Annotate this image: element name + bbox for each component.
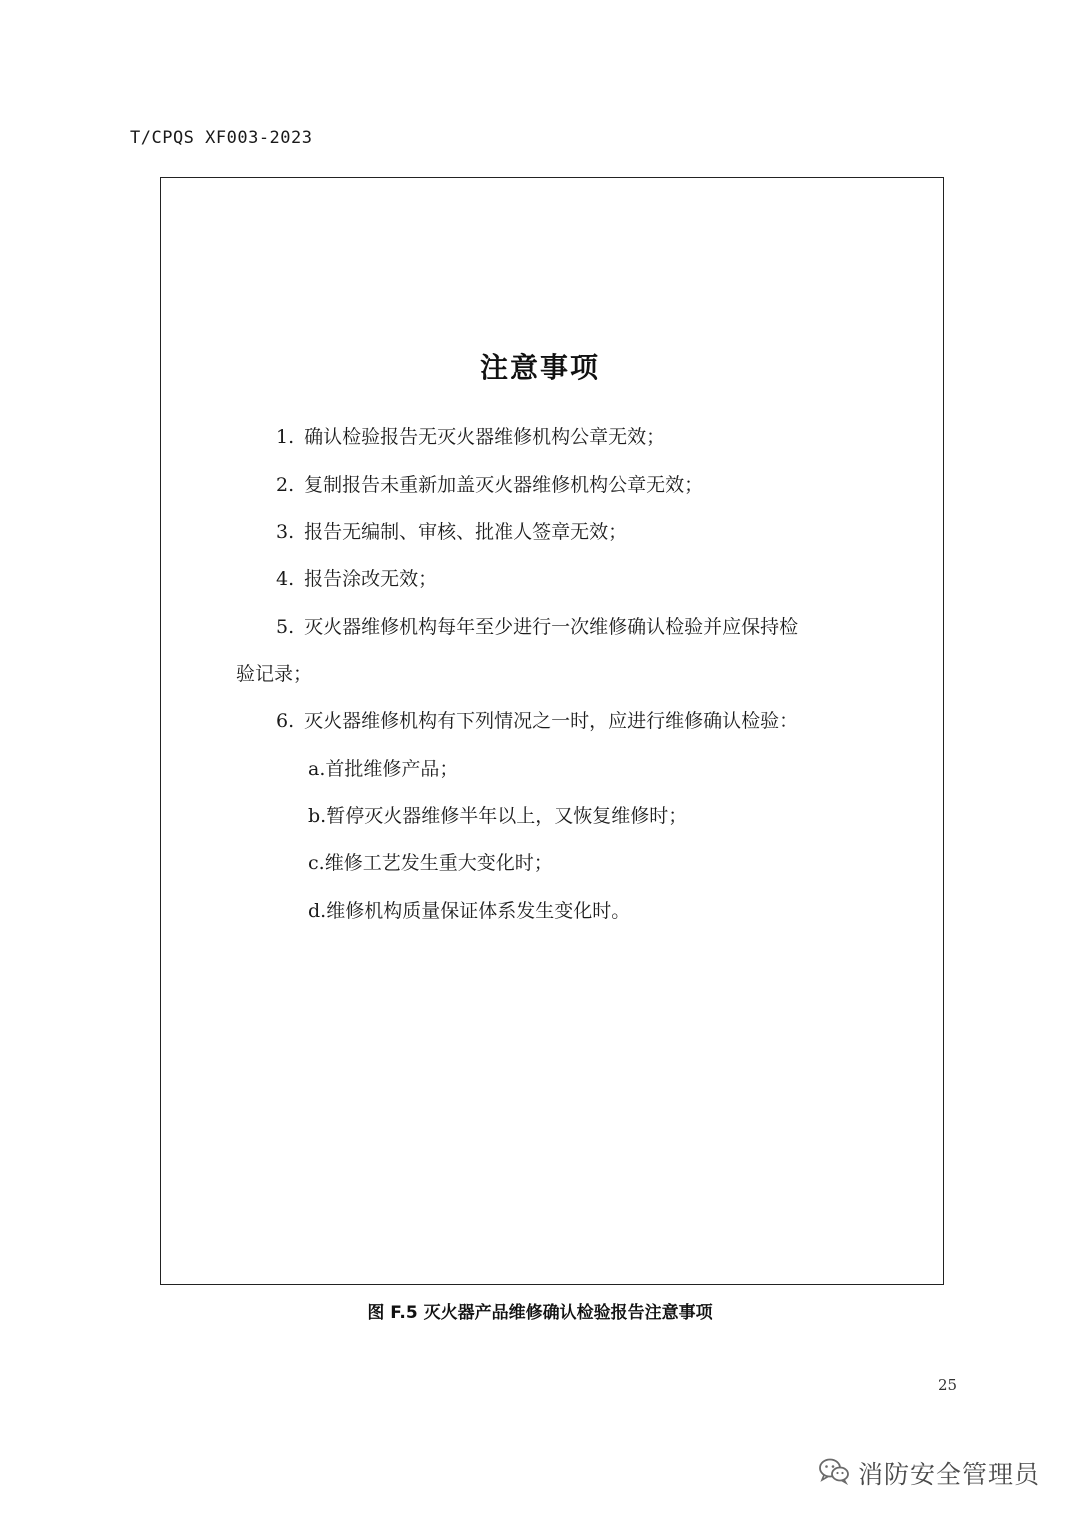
notice-sub-item (308, 803, 687, 829)
sub-item-text: 首批维修产品； (325, 758, 459, 780)
item-text: 灭火器维修机构每年至少进行一次维修确认检验并应保持检 (304, 616, 799, 638)
sub-item-label: b. (308, 805, 327, 827)
item-text: 报告涂改无效； (304, 568, 438, 590)
notice-item-continuation: 验记录； (236, 663, 313, 685)
item-number: 4. (276, 568, 295, 590)
sub-item-text: 维修机构质量保证体系发生变化时。 (326, 900, 631, 922)
item-text: 复制报告未重新加盖灭火器维修机构公章无效； (304, 474, 704, 496)
notice-sub-item (308, 756, 458, 782)
notice-item (276, 472, 703, 498)
notice-item (276, 519, 627, 545)
page-number: 25 (938, 1376, 958, 1394)
notice-sub-item (308, 850, 553, 876)
sub-item-label: c. (308, 852, 325, 874)
notice-item (276, 614, 798, 640)
item-text: 确认检验报告无灭火器维修机构公章无效； (304, 426, 666, 448)
item-number: 6. (276, 710, 295, 732)
notice-title: 注意事项 (479, 351, 600, 384)
watermark-text: 消防安全管理员 (858, 1460, 1041, 1489)
item-number: 1. (276, 426, 295, 448)
item-number: 2. (276, 474, 295, 496)
wechat-icon (818, 1457, 850, 1489)
sub-item-label: a. (308, 758, 326, 780)
item-number: 3. (276, 521, 295, 543)
figure-caption: 图 F.5 灭火器产品维修确认检验报告注意事项 (367, 1303, 713, 1323)
notice-item (276, 566, 437, 592)
item-text: 灭火器维修机构有下列情况之一时，应进行维修确认检验： (304, 710, 799, 732)
sub-item-text: 暂停灭火器维修半年以上，又恢复维修时； (326, 805, 688, 827)
standard-code: T/CPQS XF003-2023 (130, 128, 313, 148)
item-number: 5. (276, 616, 295, 638)
watermark (818, 1455, 1040, 1491)
notice-item (276, 424, 665, 450)
notice-item (276, 708, 798, 734)
sub-item-label: d. (308, 900, 327, 922)
item-text: 报告无编制、审核、批准人签章无效； (304, 521, 628, 543)
notice-sub-item (308, 898, 630, 924)
sub-item-text: 维修工艺发生重大变化时； (324, 852, 553, 874)
